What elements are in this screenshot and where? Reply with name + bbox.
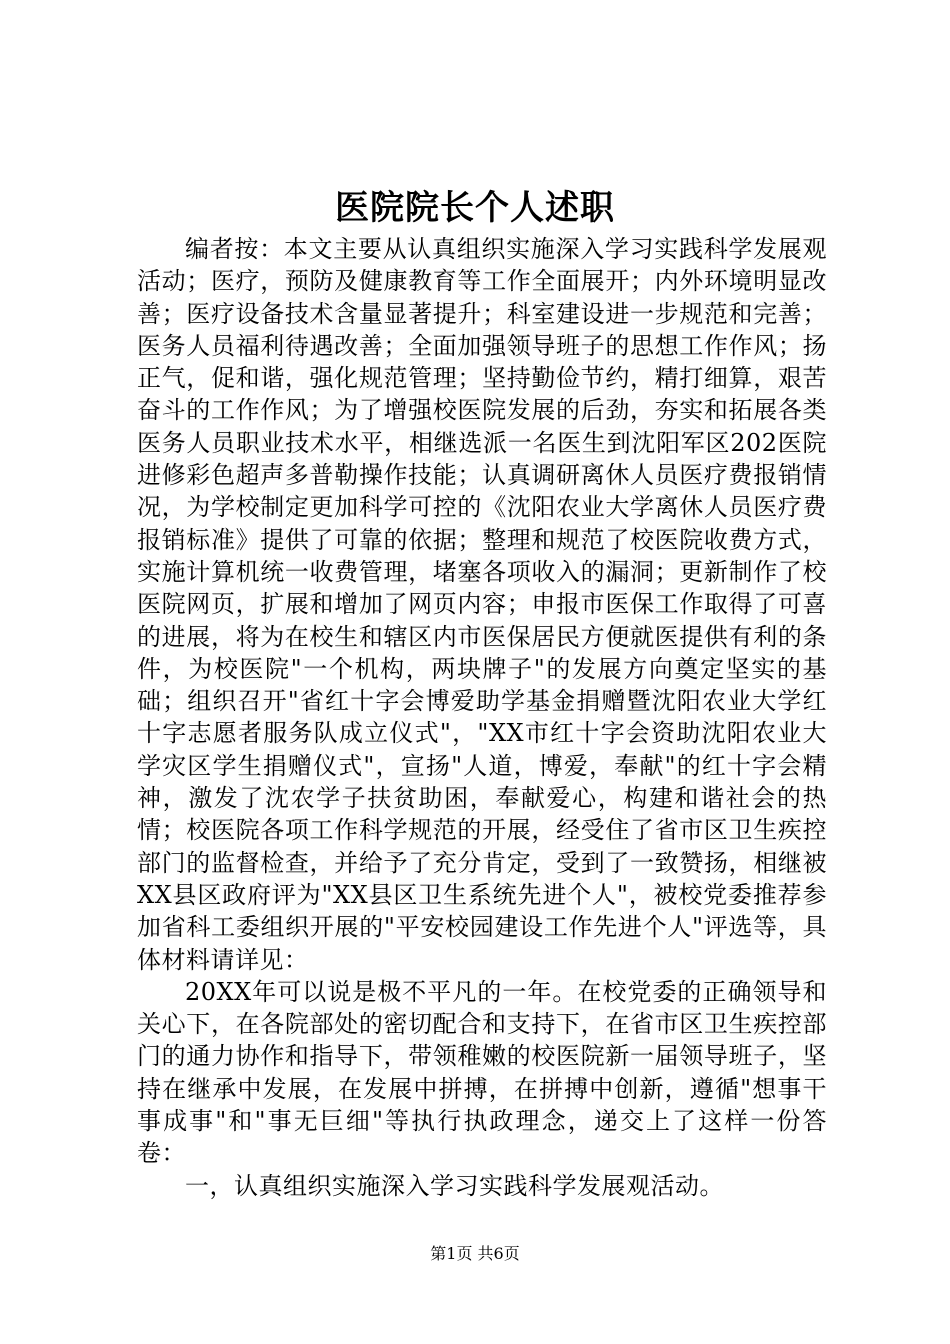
document-title: 医院院长个人述职	[335, 188, 615, 228]
section-heading-1: 一，认真组织实施深入学习实践科学发展观活动。	[185, 1171, 724, 1200]
paragraph-intro: 20XX年可以说是极不平凡的一年。在校党委的正确领导和关心下，在各院部处的密切配合和支持下，在省市区卫生疾控部门的通力协作和指导下，带领稚嫩的校医院新一届领导班子，坚持在继承中发展，在发展中拼搏，在拼搏中创新，遵循"想事干事成事"和"事无巨细"等执行执政理念，递交上了这样一份答卷：	[137, 977, 827, 1168]
document-body	[137, 233, 827, 1202]
paragraph-editor-note: 编者按：本文主要从认真组织实施深入学习实践科学发展观活动；医疗，预防及健康教育等工作全面展开；内外环境明显改善；医疗设备技术含量显著提升；科室建设进一步规范和完善；医务人员福利待遇改善；全面加强领导班子的思想工作作风；扬正气，促和谐，强化规范管理；坚持勤俭节约，精打细算，艰苦奋斗的工作作风；为了增强校医院发展的后劲，夯实和拓展各类医务人员职业技术水平，相继选派一名医生到沈阳军区202医院进修彩色超声多普勒操作技能；认真调研离休人员医疗费报销情况，为学校制定更加科学可控的《沈阳农业大学离休人员医疗费报销标准》提供了可靠的依据；整理和规范了校医院收费方式，实施计算机统一收费管理，堵塞各项收入的漏洞；更新制作了校医院网页，扩展和增加了网页内容；申报市医保工作取得了可喜的进展，将为在校生和辖区内市医保居民方便就医提供有利的条件，为校医院"一个机构，两块牌子"的发展方向奠定坚实的基础；组织召开"省红十字会博爱助学基金捐赠暨沈阳农业大学红十字志愿者服务队成立仪式"，"XX市红十字会资助沈阳农业大学灾区学生捐赠仪式"，宣扬"人道，博爱，奉献"的红十字会精神，激发了沈农学子扶贫助困，奉献爱心，构建和谐社会的热情；校医院各项工作科学规范的开展，经受住了省市区卫生疾控部门的监督检查，并给予了充分肯定，受到了一致赞扬，相继被XX县区政府评为"XX县区卫生系统先进个人"，被校党委推荐参加省科工委组织开展的"平安校园建设工作先进个人"评选等，具体材料请详见：	[137, 235, 827, 974]
page-number: 第1页 共6页	[430, 1244, 520, 1263]
